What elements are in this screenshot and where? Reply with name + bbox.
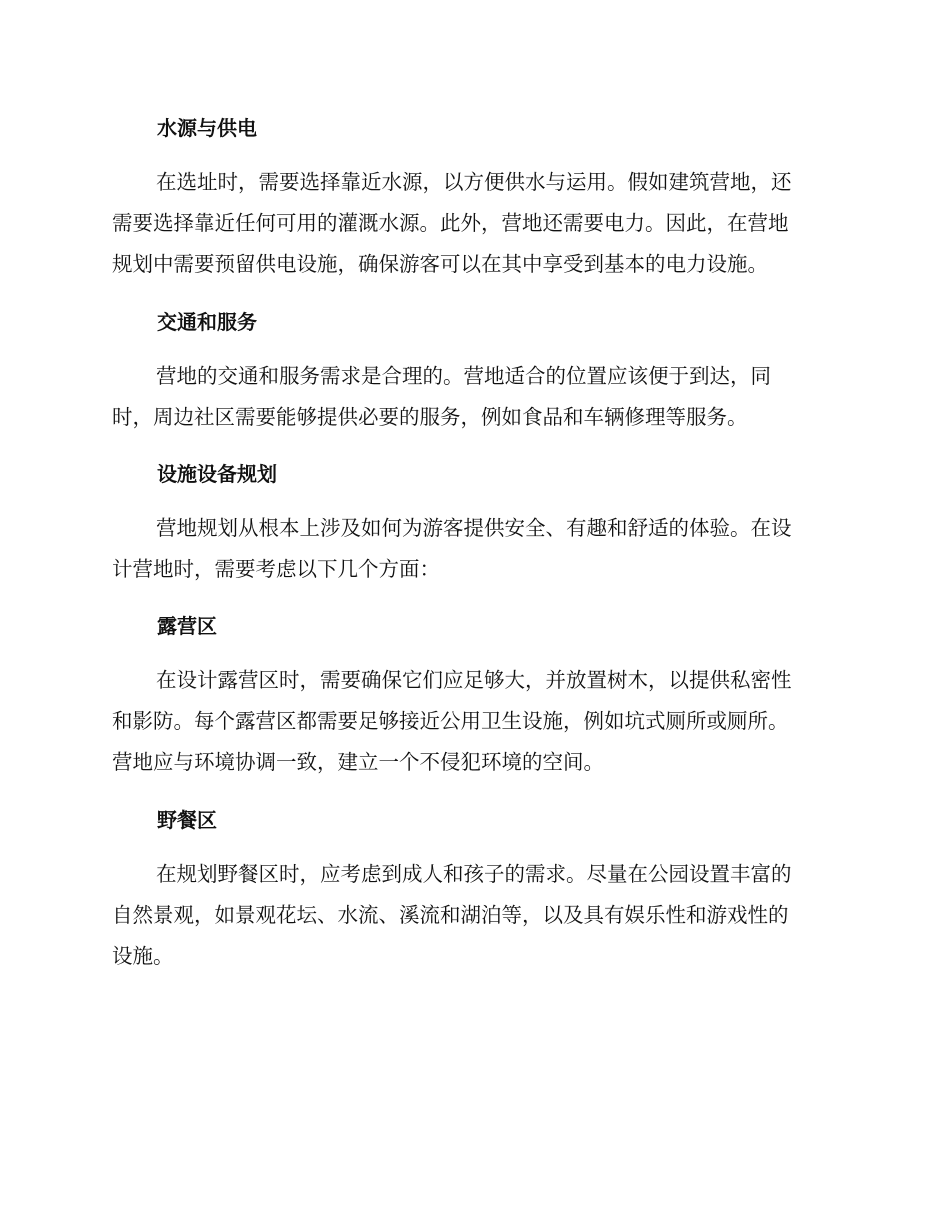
section-heading-picnic-area: 野餐区 (157, 808, 217, 832)
section-heading-facilities-planning: 设施设备规划 (157, 462, 277, 486)
section-paragraph-water-power (112, 162, 832, 285)
section-paragraph-camping-area (112, 660, 832, 783)
paragraph-line: 需要选择靠近任何可用的灌溉水源。此外，营地还需要电力。因此，在营地 (112, 211, 789, 235)
section-paragraph-facilities-planning (112, 508, 832, 590)
section-paragraph-picnic-area (112, 854, 832, 977)
paragraph-line: 营地规划从根本上涉及如何为游客提供安全、有趣和舒适的体验。在设 (156, 516, 792, 540)
paragraph-line: 时，周边社区需要能够提供必要的服务，例如食品和车辆修理等服务。 (112, 405, 748, 429)
paragraph-line: 规划中需要预留供电设施，确保游客可以在其中享受到基本的电力设施。 (112, 252, 768, 276)
paragraph-line: 和影防。每个露营区都需要足够接近公用卫生设施，例如坑式厕所或厕所。 (112, 709, 789, 733)
paragraph-line: 营地的交通和服务需求是合理的。营地适合的位置应该便于到达，同 (156, 364, 771, 388)
paragraph-line: 在规划野餐区时，应考虑到成人和孩子的需求。尽量在公园设置丰富的 (156, 862, 792, 886)
paragraph-line: 计营地时，需要考虑以下几个方面： (112, 557, 440, 581)
section-heading-water-power: 水源与供电 (157, 116, 257, 140)
paragraph-line: 自然景观，如景观花坛、水流、溪流和湖泊等，以及具有娱乐性和游戏性的 (112, 903, 789, 927)
paragraph-line: 在选址时，需要选择靠近水源，以方便供水与运用。假如建筑营地，还 (156, 170, 792, 194)
section-heading-camping-area: 露营区 (157, 614, 217, 638)
paragraph-line: 营地应与环境协调一致，建立一个不侵犯环境的空间。 (112, 750, 604, 774)
paragraph-line: 在设计露营区时，需要确保它们应足够大，并放置树木，以提供私密性 (156, 668, 792, 692)
section-paragraph-transport-services (112, 356, 832, 438)
section-heading-transport-services: 交通和服务 (157, 310, 257, 334)
paragraph-line: 设施。 (112, 944, 174, 968)
